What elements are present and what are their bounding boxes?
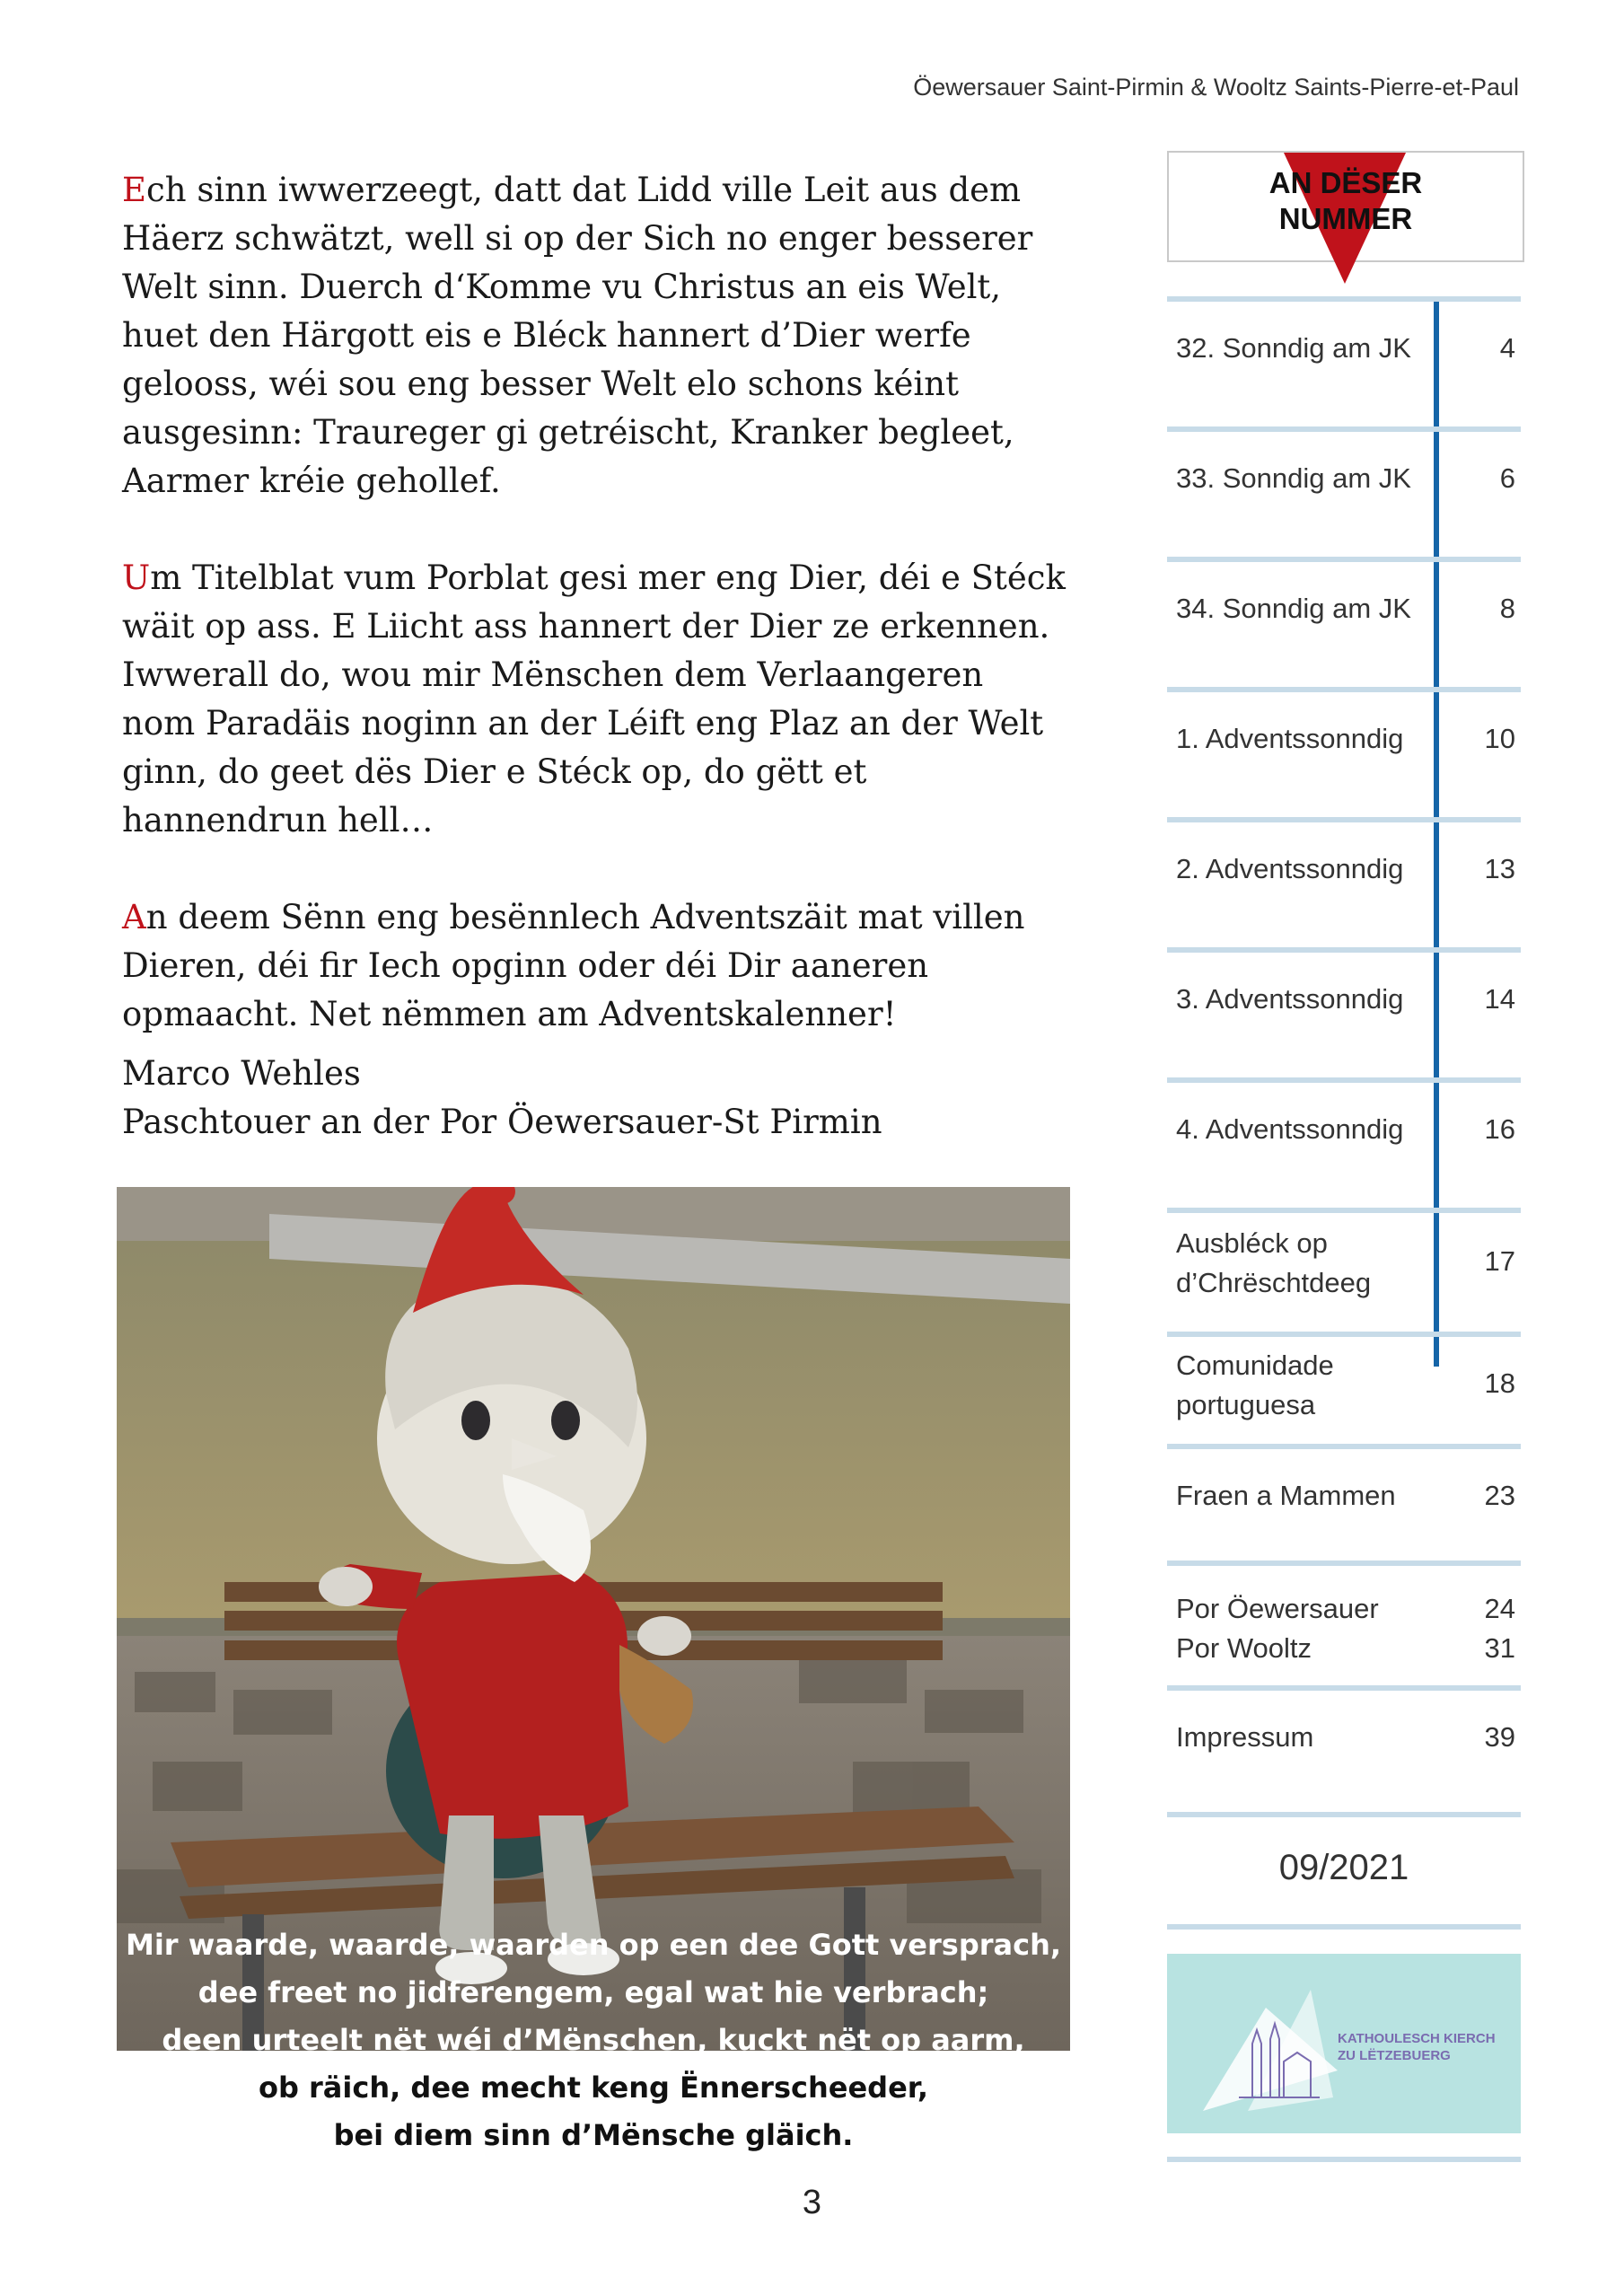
toc-entry-page: 17 xyxy=(1484,1245,1515,1277)
toc-entry-title: Impressum xyxy=(1176,1721,1314,1753)
toc-entry-title: 33. Sonndig am JK xyxy=(1176,462,1411,494)
article-body xyxy=(122,166,1101,1147)
article-paragraph xyxy=(122,893,1101,1039)
toc-entry-page: 16 xyxy=(1484,1113,1515,1145)
in-this-issue-title: AN DËSER NUMMER xyxy=(1268,166,1423,235)
caption-line: Mir waarde, waarde, waarden op een dee Gott versprach, xyxy=(125,1928,1062,1962)
photo-caption xyxy=(117,1921,1070,2159)
caption-line: dee freet no jidferengem, egal wat hie verbrach; xyxy=(198,1975,989,2009)
signature: Marco Wehles Paschtouer an der Por Öewersauer-St Pirmin xyxy=(122,1054,882,1141)
caption-line: bei diem sinn d’Mënsche gläich. xyxy=(333,2118,854,2152)
toc-entry-page: 24 31 xyxy=(1484,1593,1515,1664)
toc-entry-page: 10 xyxy=(1484,723,1515,754)
church-logo xyxy=(1167,1954,1521,2133)
caption-line: deen urteelt nët wéi d’Mënschen, kuckt nët op aarm, xyxy=(162,2023,1025,2057)
drop-cap: A xyxy=(122,898,146,936)
toc-entry-page: 39 xyxy=(1484,1721,1515,1753)
issue-number: 09/2021 xyxy=(1278,1848,1409,1887)
divider xyxy=(1167,1812,1521,1817)
running-header: Öewersauer Saint-Pirmin & Wooltz Saints-Pierre-et-Paul xyxy=(913,74,1519,101)
article-paragraph xyxy=(122,554,1101,845)
paragraph-text: m Titelblat vum Porblat gesi mer eng Dier, déi e Stéck wäit op ass. E Liicht ass hannert der Dier ze erkennen. Iwwerall do, wou mir Mënschen dem Verlaangeren nom Paradäis noginn an der Léift eng Plaz an der Welt ginn, do geet dës Dier e Stéck op, do gëtt et hannendrun hell… xyxy=(122,558,1066,840)
toc-entry-title: Fraen a Mammen xyxy=(1176,1480,1396,1511)
toc-entry-title: 4. Adventssonndig xyxy=(1176,1113,1404,1145)
divider xyxy=(1167,2157,1521,2162)
toc-entry-title: 3. Adventssonndig xyxy=(1176,983,1404,1015)
drop-cap: E xyxy=(122,171,147,209)
drop-cap: U xyxy=(122,558,151,597)
toc-entry-page: 4 xyxy=(1499,332,1515,364)
toc-entry-title: 1. Adventssonndig xyxy=(1176,723,1404,754)
page-number: 3 xyxy=(802,2184,822,2221)
divider xyxy=(1167,1924,1521,1930)
paragraph-text: ch sinn iwwerzeegt, datt dat Lidd ville Leit aus dem Häerz schwätzt, well si op der Sich no enger besserer Welt sinn. Duerch d‘Komme vu Christus an eis Welt, huet den Härgott eis e Bléck hannert d’Dier werfe gelooss, wéi sou eng besser Welt elo schons kéint ausgesinn: Traureger gi getréischt, Kranker begleet, Aarmer kréie gehollef. xyxy=(122,171,1033,500)
caption-line: ob räich, dee mecht keng Ënnerscheeder, xyxy=(258,2070,928,2105)
toc-entry-title: 34. Sonndig am JK xyxy=(1176,593,1411,624)
toc-entry-page: 13 xyxy=(1484,853,1515,884)
toc-entry-page: 6 xyxy=(1499,462,1515,494)
toc-entry-title: 32. Sonndig am JK xyxy=(1176,332,1411,364)
toc-entry-title: Comunidade portuguesa xyxy=(1176,1349,1334,1420)
toc-entry-title: Ausbléck op d’Chrëschtdeeg xyxy=(1176,1227,1372,1298)
toc-entry-title: 2. Adventssonndig xyxy=(1176,853,1404,884)
toc-entry-page: 18 xyxy=(1484,1367,1515,1399)
paragraph-text: n deem Sënn eng besënnlech Adventszäit mat villen Dieren, déi fir Iech opginn oder déi Dir aaneren opmaacht. Net nëmmen am Adventskalenner! xyxy=(122,898,1025,1033)
toc-entry-title: Por Öewersauer Por Wooltz xyxy=(1176,1593,1379,1664)
in-this-issue-box xyxy=(1167,151,1524,262)
logo-text: KATHOULESCH KIERCH ZU LËTZEBUERG xyxy=(1338,2031,1496,2063)
toc-entry-page: 14 xyxy=(1484,983,1515,1015)
toc-entry-page: 8 xyxy=(1499,593,1515,624)
article-paragraph xyxy=(122,166,1101,506)
toc-entry-page: 23 xyxy=(1484,1480,1515,1511)
